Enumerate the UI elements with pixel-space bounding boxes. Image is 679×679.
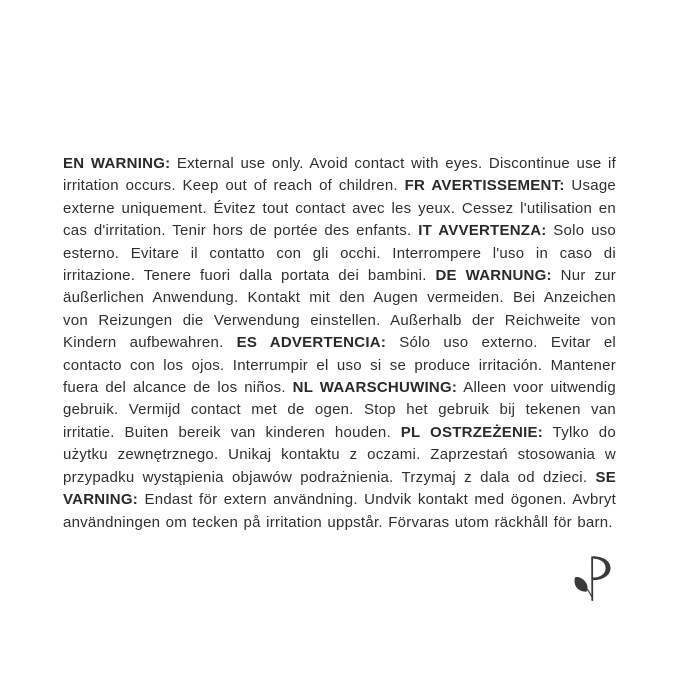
warning-label-pl: PL OSTRZEŻENIE: bbox=[400, 423, 544, 441]
warning-body-en: External use only. Avoid contact with eyes. Discontinue use if irritation occurs. Keep out of reach of children. bbox=[63, 155, 616, 195]
brand-logo-p-leaf-icon bbox=[572, 553, 614, 605]
warning-label-fr: FR AVERTISSEMENT: bbox=[404, 177, 565, 195]
multilingual-warning-text bbox=[63, 153, 616, 534]
warning-label-en: EN WARNING: bbox=[63, 155, 171, 172]
warning-label-de: DE WARNUNG: bbox=[435, 267, 552, 285]
warning-body-nl: Alleen voor uitwendig gebruik. Vermijd contact met de ogen. Stop het gebruik bij tekenen van irritatie. Buiten bereik van kinderen houden. bbox=[63, 379, 616, 441]
warning-body-es: Sólo uso externo. Evitar el contacto con los ojos. Interrumpir el uso si se produce irritación. Mantener fuera del alcance de los niños. bbox=[63, 334, 616, 397]
warning-body-de: Nur zur äußerlichen Anwendung. Kontakt mit den Augen vermeiden. Bei Anzeichen von Reizungen die Verwendung einstellen. Außerhalb der Reichweite von Kindern aufbewahren. bbox=[63, 267, 616, 352]
warning-label-it: IT AVVERTENZA: bbox=[418, 222, 547, 240]
warning-label-nl: NL WAARSCHUWING: bbox=[292, 379, 458, 397]
warning-label-es: ES ADVERTENCIA: bbox=[236, 334, 387, 352]
warning-label-se: SE VARNING: bbox=[63, 468, 616, 509]
warning-body-se: Endast för extern användning. Undvik kontakt med ögonen. Avbryt användningen om tecken på irritation uppstår. Förvaras utom räckhåll för barn. bbox=[63, 491, 617, 531]
warning-body-pl: Tylko do użytku zewnętrznego. Unikaj kontaktu z oczami. Zaprzestań stosowania w przypadku wystąpienia objawów podrażnienia. Trzymaj z dala od dzieci. bbox=[63, 423, 616, 486]
p-leaf-logo-svg bbox=[572, 553, 614, 605]
warning-body-fr: Usage externe uniquement. Évitez tout contact avec les yeux. Cessez l'utilisation en cas d'irritation. Tenir hors de portée des enfants. bbox=[63, 177, 617, 240]
warning-body-it: Solo uso esterno. Evitare il contatto con gli occhi. Interrompere l'uso in caso di irritazione. Tenere fuori dalla portata dei bambini. bbox=[63, 222, 616, 285]
